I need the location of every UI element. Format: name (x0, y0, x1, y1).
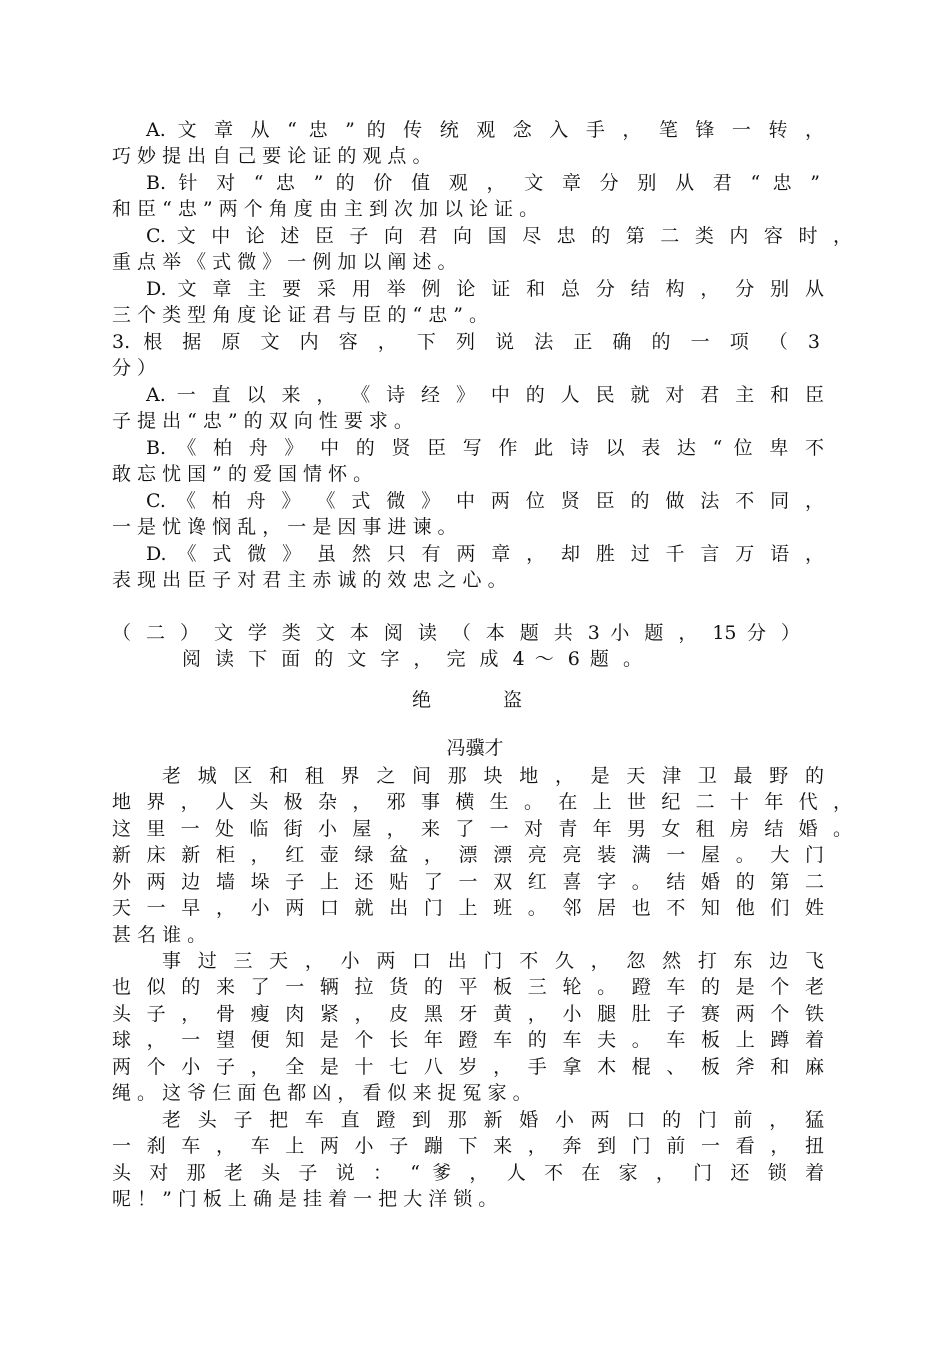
story-para2-line6: 绳 。 这 爷 仨 面 色 都 凶 ， 看 似 来 捉 冤 家 。 (112, 1082, 532, 1104)
story-para1-line5: 外 两 边 墙 垛 子 上 还 贴 了 一 双 红 喜 字 。 结 婚 的 第 二 (112, 871, 824, 893)
q3-option-a-line2: 子 提 出 “ 忠 ” 的 双 向 性 要 求 。 (112, 410, 413, 432)
q3-stem-line1: 3. 根 据 原 文 内 容 ， 下 列 说 法 正 确 的 一 项 （ 3 (112, 331, 820, 353)
section-heading: （ 二 ） 文 学 类 文 本 阅 读 （ 本 题 共 3 小 题 ， 15 分 ） (112, 622, 800, 644)
story-para1-line6: 天 一 早 ， 小 两 口 就 出 门 上 班 。 邻 居 也 不 知 他 们 姓 (112, 897, 824, 919)
story-para3-line1: 老 头 子 把 车 直 蹬 到 那 新 婚 小 两 口 的 门 前 ， 猛 (162, 1109, 824, 1131)
story-para2-line2: 也 似 的 来 了 一 辆 拉 货 的 平 板 三 轮 。 蹬 车 的 是 个 老 (112, 976, 824, 998)
q2-option-a-line1: A. 文 章 从 “ 忠 ” 的 传 统 观 念 入 手 ， 笔 锋 一 转 ， (146, 119, 824, 141)
story-para1-line7: 甚 名 谁 。 (112, 924, 207, 946)
story-para1-line2: 地 界 ， 人 头 极 杂 ， 邪 事 横 生 。 在 上 世 纪 二 十 年 代 ， (112, 791, 852, 813)
q2-option-c-line2: 重 点 举 《 式 微 》 一 例 加 以 阐 述 。 (112, 251, 457, 273)
q3-option-a-line1: A. 一 直 以 来 ， 《 诗 经 》 中 的 人 民 就 对 君 主 和 臣 (146, 384, 824, 406)
q3-option-b-line1: B. 《 柏 舟 》 中 的 贤 臣 写 作 此 诗 以 表 达 “ 位 卑 不 (146, 437, 824, 459)
q3-option-c-line1: C. 《 柏 舟 》 《 式 微 》 中 两 位 贤 臣 的 做 法 不 同 ， (146, 490, 824, 512)
story-para1-line3: 这 里 一 处 临 街 小 屋 ， 来 了 一 对 青 年 男 女 租 房 结 婚 。 (112, 818, 852, 840)
q3-option-d-line2: 表 现 出 臣 子 对 君 主 赤 诚 的 效 忠 之 心 。 (112, 569, 507, 591)
story-para2-line1: 事 过 三 天 ， 小 两 口 出 门 不 久 ， 忽 然 打 东 边 飞 (162, 950, 824, 972)
story-para2-line3: 头 子 ， 骨 瘦 肉 紧 ， 皮 黑 牙 黄 ， 小 腿 肚 子 赛 两 个 铁 (112, 1003, 824, 1025)
q2-option-a-line2: 巧 妙 提 出 自 己 要 论 证 的 观 点 。 (112, 145, 432, 167)
story-para2-line4: 球 ， 一 望 便 知 是 个 长 年 蹬 车 的 车 夫 。 车 板 上 蹲 着 (112, 1029, 824, 1051)
q2-option-b-line2: 和 臣 “ 忠 ” 两 个 角 度 由 主 到 次 加 以 论 证 。 (112, 198, 539, 220)
q3-option-b-line2: 敢 忘 忧 国 ” 的 爱 国 情 怀 。 (112, 463, 373, 485)
q3-option-d-line1: D. 《 式 微 》 虽 然 只 有 两 章 ， 却 胜 过 千 言 万 语 ， (146, 543, 824, 565)
story-author: 冯骥才 (446, 737, 504, 759)
story-para3-line2: 一 刹 车 ， 车 上 两 小 子 蹦 下 来 ， 奔 到 门 前 一 看 ， 扭 (112, 1135, 824, 1157)
story-para3-line3: 头 对 那 老 头 子 说 ： “ 爹 ， 人 不 在 家 ， 门 还 锁 着 (112, 1162, 824, 1184)
story-para2-line5: 两 个 小 子 ， 全 是 十 七 八 岁 ， 手 拿 木 棍 、 板 斧 和 麻 (112, 1056, 824, 1078)
q2-option-d-line1: D. 文 章 主 要 采 用 举 例 论 证 和 总 分 结 构 ， 分 别 从 (146, 278, 824, 300)
story-para3-line4: 呢 ！ ” 门 板 上 确 是 挂 着 一 把 大 洋 锁 。 (112, 1188, 498, 1210)
story-title: 绝 盗 (412, 689, 522, 711)
q3-option-c-line2: 一 是 忧 谗 悯 乱 ， 一 是 因 事 进 谏 。 (112, 516, 457, 538)
q2-option-b-line1: B. 针 对 “ 忠 ” 的 价 值 观 ， 文 章 分 别 从 君 “ 忠 ” (146, 172, 820, 194)
q3-stem-line2: 分 ） (112, 357, 157, 379)
q2-option-c-line1: C. 文 中 论 述 臣 子 向 君 向 国 尽 忠 的 第 二 类 内 容 时 ， (146, 225, 852, 247)
q2-option-d-line2: 三 个 类 型 角 度 论 证 君 与 臣 的 “ 忠 ” 。 (112, 304, 489, 326)
story-para1-line1: 老 城 区 和 租 界 之 间 那 块 地 ， 是 天 津 卫 最 野 的 (162, 765, 824, 787)
story-para1-line4: 新 床 新 柜 ， 红 壶 绿 盆 ， 漂 漂 亮 亮 装 满 一 屋 。 大 门 (112, 844, 824, 866)
section-instruction: 阅 读 下 面 的 文 字 ， 完 成 4 ～ 6 题 。 (182, 648, 642, 670)
